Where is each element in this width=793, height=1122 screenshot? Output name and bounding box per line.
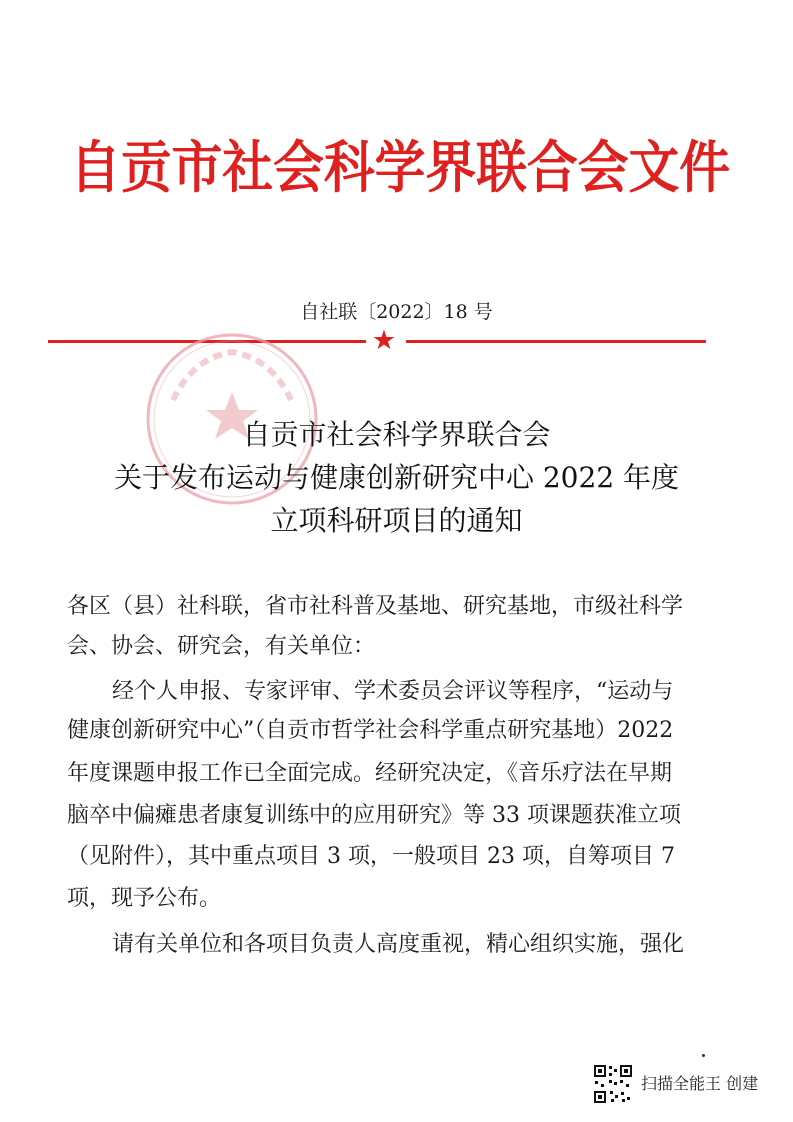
body-line-5: 年度课题申报工作已全面完成。经研究决定，《音乐疗法在早期 xyxy=(67,761,673,786)
body-line-2: 会、协会、研究会，有关单位： xyxy=(67,634,376,659)
scanner-app-label: 扫描全能王 创建 xyxy=(641,1074,759,1093)
notice-title-line-3: 立项科研项目的通知 xyxy=(270,504,523,537)
body-line-4: 健康创新研究中心”（自贡市哲学社会科学重点研究基地）2022 xyxy=(67,718,674,743)
body-line-3: 经个人申报、专家评审、学术委员会评议等程序，“运动与 xyxy=(112,679,674,704)
masthead-divider-right xyxy=(406,340,706,343)
notice-title-line-2: 关于发布运动与健康创新研究中心 2022 年度 xyxy=(113,461,680,494)
body-line-1: 各区（县）社科联，省市社科普及基地、研究基地，市级社科学 xyxy=(67,594,684,619)
body-line-8: 项，现予公布。 xyxy=(67,886,222,911)
notice-title-line-1: 自贡市社会科学界联合会 xyxy=(242,418,551,451)
body-line-9: 请有关单位和各项目负责人高度重视，精心组织实施，强化 xyxy=(112,932,685,957)
body-line-6: 脑卒中偏瘫患者康复训练中的应用研究》等 33 项课题获准立项 xyxy=(67,803,681,828)
document-number: 自社联〔2022〕18 号 xyxy=(300,301,493,323)
document-masthead: 自贡市社会科学界联合会文件 xyxy=(70,135,731,201)
scanner-watermark xyxy=(593,1064,773,1108)
scan-speck xyxy=(702,1054,705,1057)
qr-code-icon xyxy=(593,1064,633,1104)
body-line-7: （见附件），其中重点项目 3 项，一般项目 23 项，自筹项目 7 xyxy=(67,844,675,869)
star-icon: ★ xyxy=(371,325,397,356)
